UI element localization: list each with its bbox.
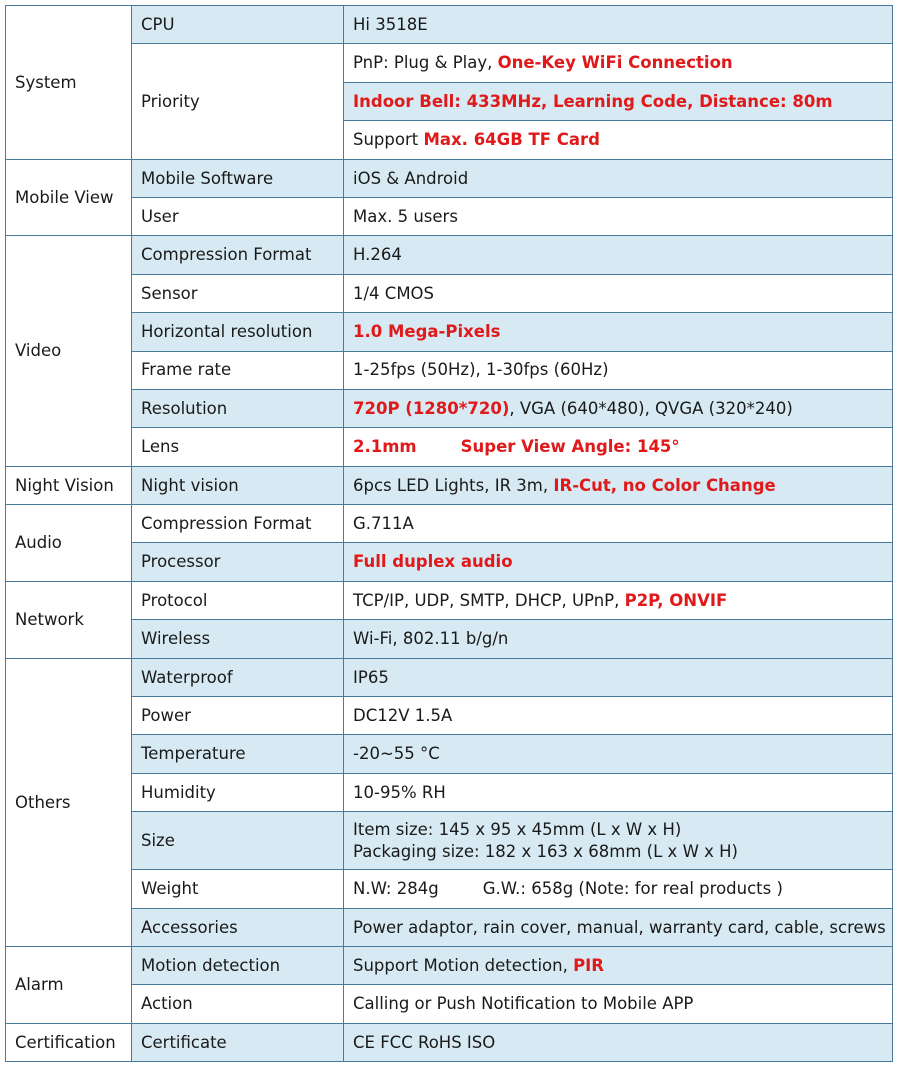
value-text: Wi-Fi, 802.11 b/g/n: [353, 629, 509, 649]
category-cell: Others: [6, 658, 132, 946]
feature-cell: Sensor: [132, 274, 344, 312]
value-highlight-text: One-Key WiFi Connection: [497, 53, 733, 73]
value-cell: [344, 428, 893, 466]
spec-row: [6, 44, 893, 82]
feature-cell: Compression Format: [132, 236, 344, 274]
value-text: Packaging size: 182 x 163 x 68mm (L x W x H): [353, 841, 738, 861]
value-cell: [344, 274, 893, 312]
value-cell: [344, 773, 893, 811]
value-highlight-text: IR-Cut, no Color Change: [553, 475, 776, 495]
value-cell: [344, 985, 893, 1023]
value-highlight-text: Indoor Bell: 433MHz, Learning Code, Distance: 80m: [353, 91, 833, 111]
category-cell: Mobile View: [6, 159, 132, 236]
value-cell: [344, 466, 893, 504]
feature-cell: Processor: [132, 543, 344, 581]
value-text: Support Motion detection,: [353, 955, 574, 975]
value-cell: [344, 197, 893, 235]
category-cell: Certification: [6, 1023, 132, 1061]
value-text: DC12V 1.5A: [353, 706, 453, 725]
feature-cell: Compression Format: [132, 505, 344, 543]
value-cell: [344, 946, 893, 984]
value-text: Power adaptor, rain cover, manual, warranty card, cable, screws: [353, 917, 886, 937]
category-cell: Video: [6, 236, 132, 466]
feature-cell: User: [132, 197, 344, 235]
spec-row: [6, 697, 893, 735]
value-text: Item size: 145 x 95 x 45mm (L x W x H): [353, 820, 682, 840]
value-text: iOS & Android: [353, 168, 469, 188]
value-cell: [344, 159, 893, 197]
spec-row: [6, 389, 893, 427]
value-text: Hi 3518E: [353, 14, 428, 34]
value-cell: [344, 620, 893, 658]
feature-cell: Protocol: [132, 581, 344, 619]
value-text: 1-25fps (50Hz), 1-30fps (60Hz): [353, 360, 609, 380]
value-cell: [344, 505, 893, 543]
value-text: -20~55 °C: [353, 744, 440, 764]
value-cell: [344, 812, 893, 870]
spec-row: [6, 236, 893, 274]
spec-row: [6, 274, 893, 312]
value-cell: [344, 697, 893, 735]
value-cell: [344, 870, 893, 908]
value-text: N.W: 284g: [353, 879, 439, 899]
value-cell: [344, 581, 893, 619]
feature-cell: Action: [132, 985, 344, 1023]
spec-row: [6, 543, 893, 581]
value-text: Max. 5 users: [353, 206, 458, 226]
feature-cell: Waterproof: [132, 658, 344, 696]
value-text: 10-95% RH: [353, 782, 446, 802]
value-cell: [344, 121, 893, 159]
value-cell: [344, 236, 893, 274]
value-highlight-text: 2.1mm: [353, 437, 417, 457]
value-highlight-text: Max. 64GB TF Card: [423, 130, 600, 150]
feature-cell: Temperature: [132, 735, 344, 773]
value-text: TCP/IP, UDP, SMTP, DHCP, UPnP,: [353, 590, 625, 610]
category-cell: System: [6, 6, 132, 160]
value-text: CE FCC RoHS ISO: [353, 1032, 496, 1052]
feature-cell: Wireless: [132, 620, 344, 658]
spec-table-body: [6, 6, 893, 1062]
value-text: Support: [353, 130, 424, 150]
value-text: , VGA (640*480), QVGA (320*240): [509, 398, 793, 418]
value-cell: [344, 351, 893, 389]
spec-row: [6, 946, 893, 984]
value-text: 1/4 CMOS: [353, 283, 435, 303]
value-cell: [344, 6, 893, 44]
spec-row: [6, 735, 893, 773]
value-cell: [344, 313, 893, 351]
value-cell: [344, 735, 893, 773]
spec-row: [6, 658, 893, 696]
feature-cell: Horizontal resolution: [132, 313, 344, 351]
value-highlight-text: Super View Angle: 145°: [460, 437, 680, 457]
feature-cell: Resolution: [132, 389, 344, 427]
spec-row: [6, 505, 893, 543]
feature-cell: Mobile Software: [132, 159, 344, 197]
feature-cell: Certificate: [132, 1023, 344, 1061]
value-text: IP65: [353, 667, 389, 687]
value-highlight-text: P2P, ONVIF: [624, 590, 728, 610]
spec-row: [6, 6, 893, 44]
spec-row: [6, 351, 893, 389]
value-cell: [344, 82, 893, 120]
spec-row: [6, 773, 893, 811]
spec-row: [6, 908, 893, 946]
spec-row: [6, 197, 893, 235]
feature-cell: Priority: [132, 44, 344, 159]
value-text: G.711A: [353, 514, 414, 534]
feature-cell: Humidity: [132, 773, 344, 811]
spec-row: [6, 1023, 893, 1061]
value-text: G.W.: 658g (Note: for real products ): [482, 879, 783, 899]
feature-cell: Frame rate: [132, 351, 344, 389]
feature-cell: Accessories: [132, 908, 344, 946]
category-cell: Audio: [6, 505, 132, 582]
spec-row: [6, 812, 893, 870]
category-cell: Network: [6, 581, 132, 658]
feature-cell: Power: [132, 697, 344, 735]
spec-row: [6, 313, 893, 351]
value-text: PnP: Plug & Play,: [353, 53, 498, 73]
feature-cell: CPU: [132, 6, 344, 44]
category-cell: Alarm: [6, 946, 132, 1023]
category-cell: Night Vision: [6, 466, 132, 504]
spec-row: [6, 620, 893, 658]
value-highlight-text: PIR: [573, 955, 605, 975]
value-cell: [344, 389, 893, 427]
value-cell: [344, 543, 893, 581]
spec-row: [6, 870, 893, 908]
spec-row: [6, 581, 893, 619]
value-cell: [344, 44, 893, 82]
feature-cell: Lens: [132, 428, 344, 466]
spec-row: [6, 466, 893, 504]
spec-row: [6, 985, 893, 1023]
spec-row: [6, 428, 893, 466]
value-cell: [344, 908, 893, 946]
feature-cell: Weight: [132, 870, 344, 908]
spec-table: [5, 5, 893, 1062]
value-cell: [344, 658, 893, 696]
value-highlight-text: 1.0 Mega-Pixels: [353, 322, 501, 342]
value-highlight-text: 720P (1280*720): [353, 398, 510, 418]
feature-cell: Night vision: [132, 466, 344, 504]
value-cell: [344, 1023, 893, 1061]
value-text: H.264: [353, 245, 402, 265]
value-text: Calling or Push Notification to Mobile APP: [353, 994, 694, 1014]
value-text: 6pcs LED Lights, IR 3m,: [353, 475, 554, 495]
feature-cell: Size: [132, 812, 344, 870]
feature-cell: Motion detection: [132, 946, 344, 984]
value-highlight-text: Full duplex audio: [353, 552, 513, 572]
spec-row: [6, 159, 893, 197]
